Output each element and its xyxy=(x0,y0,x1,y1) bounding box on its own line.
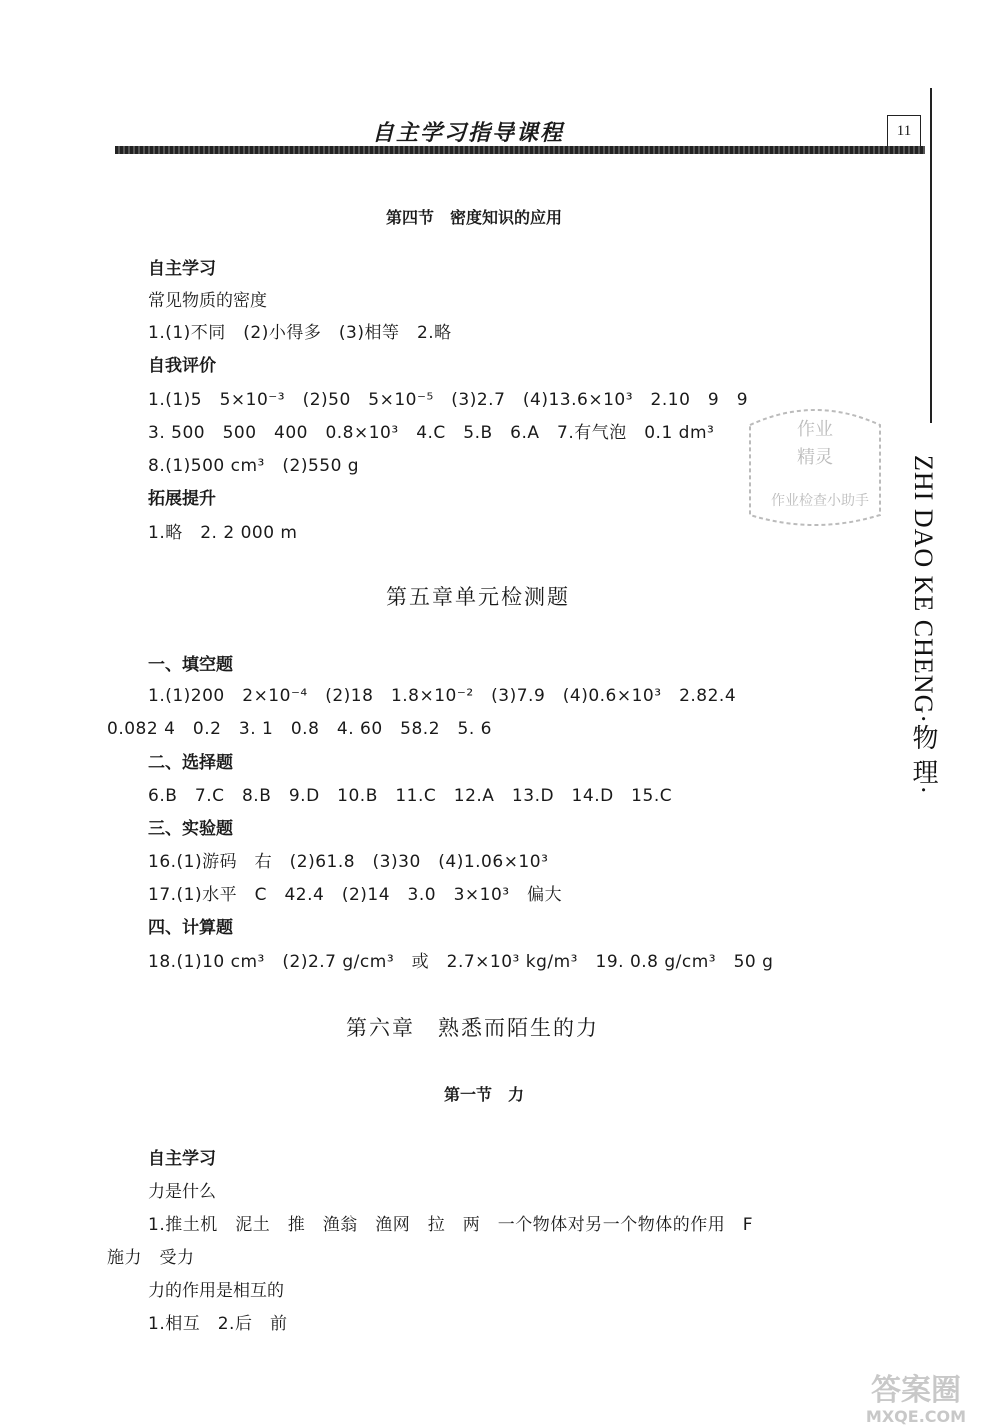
chapter6-section-title: 第一节 力 xyxy=(444,1085,525,1104)
section4-extension-label: 拓展提升 xyxy=(148,489,216,509)
chapter6-force-mutual: 力的作用是相互的 xyxy=(148,1281,284,1301)
header-title: 自主学习指导课程 xyxy=(372,121,565,146)
section4-self-eval-answers-2: 3. 500 500 400 0.8×10³ 4.C 5.B 6.A 7.有气泡 0.1 dm³ xyxy=(148,423,715,443)
section4-extension-answers: 1.略 2. 2 000 m xyxy=(148,523,298,543)
chapter6-what-is-force: 力是什么 xyxy=(148,1182,216,1202)
section4-self-study-label: 自主学习 xyxy=(148,259,216,279)
chapter5-calc-answers: 18.(1)10 cm³ (2)2.7 g/cm³ 或 2.7×10³ kg/m³ 19. 0.8 g/cm³ 50 g xyxy=(148,952,774,972)
chapter6-self-study-label: 自主学习 xyxy=(148,1149,216,1169)
side-rule xyxy=(930,88,932,423)
logo-url: MXQE.COM xyxy=(865,1407,967,1425)
chapter5-title: 第五章单元检测题 xyxy=(386,585,570,609)
section4-self-eval-answers-1: 1.(1)5 5×10⁻³ (2)50 5×10⁻⁵ (3)2.7 (4)13.6×10³ 2.10 9 9 xyxy=(148,390,749,410)
chapter6-answers-1b: 施力 受力 xyxy=(107,1248,195,1268)
chapter6-answers-2: 1.相互 2.后 前 xyxy=(148,1314,288,1334)
chapter5-calc-label: 四、计算题 xyxy=(148,918,233,938)
section4-common-density: 常见物质的密度 xyxy=(148,291,267,311)
chapter5-fill-answers-2: 0.082 4 0.2 3. 1 0.8 4. 60 58.2 5. 6 xyxy=(107,719,492,739)
section4-self-eval-answers-3: 8.(1)500 cm³ (2)550 g xyxy=(148,456,360,476)
section4-self-study-answers: 1.(1)不同 (2)小得多 (3)相等 2.略 xyxy=(148,323,452,343)
side-series-title: ZHI DAO KE CHENG·物 理· xyxy=(909,455,938,796)
chapter5-fill-label: 一、填空题 xyxy=(148,655,233,675)
site-logo-watermark xyxy=(838,1370,993,1425)
chapter5-experiment-label: 三、实验题 xyxy=(148,819,233,839)
chapter6-answers-1: 1.推土机 泥土 推 渔翁 渔网 拉 两 一个物体对另一个物体的作用 F xyxy=(148,1215,753,1235)
stamp-text-3: 作业检查小助手 xyxy=(771,493,869,509)
header-rule xyxy=(115,146,925,154)
stamp-watermark xyxy=(740,395,890,535)
page-number: 11 xyxy=(887,115,921,147)
logo-text: 答案圈 xyxy=(871,1373,961,1408)
chapter6-title: 第六章 熟悉而陌生的力 xyxy=(346,1016,599,1040)
section4-self-eval-label: 自我评价 xyxy=(148,356,216,376)
stamp-text-1: 作业 xyxy=(797,419,833,440)
chapter5-experiment-answers-2: 17.(1)水平 C 42.4 (2)14 3.0 3×10³ 偏大 xyxy=(148,885,563,905)
stamp-text-2: 精灵 xyxy=(797,447,833,468)
chapter5-choice-label: 二、选择题 xyxy=(148,753,233,773)
section4-title: 第四节 密度知识的应用 xyxy=(386,208,563,227)
chapter5-fill-answers-1: 1.(1)200 2×10⁻⁴ (2)18 1.8×10⁻² (3)7.9 (4)0.6×10³ 2.82.4 xyxy=(148,686,737,706)
chapter5-choice-answers: 6.B 7.C 8.B 9.D 10.B 11.C 12.A 13.D 14.D 15.C xyxy=(148,786,673,806)
chapter5-experiment-answers-1: 16.(1)游码 右 (2)61.8 (3)30 (4)1.06×10³ xyxy=(148,852,549,872)
